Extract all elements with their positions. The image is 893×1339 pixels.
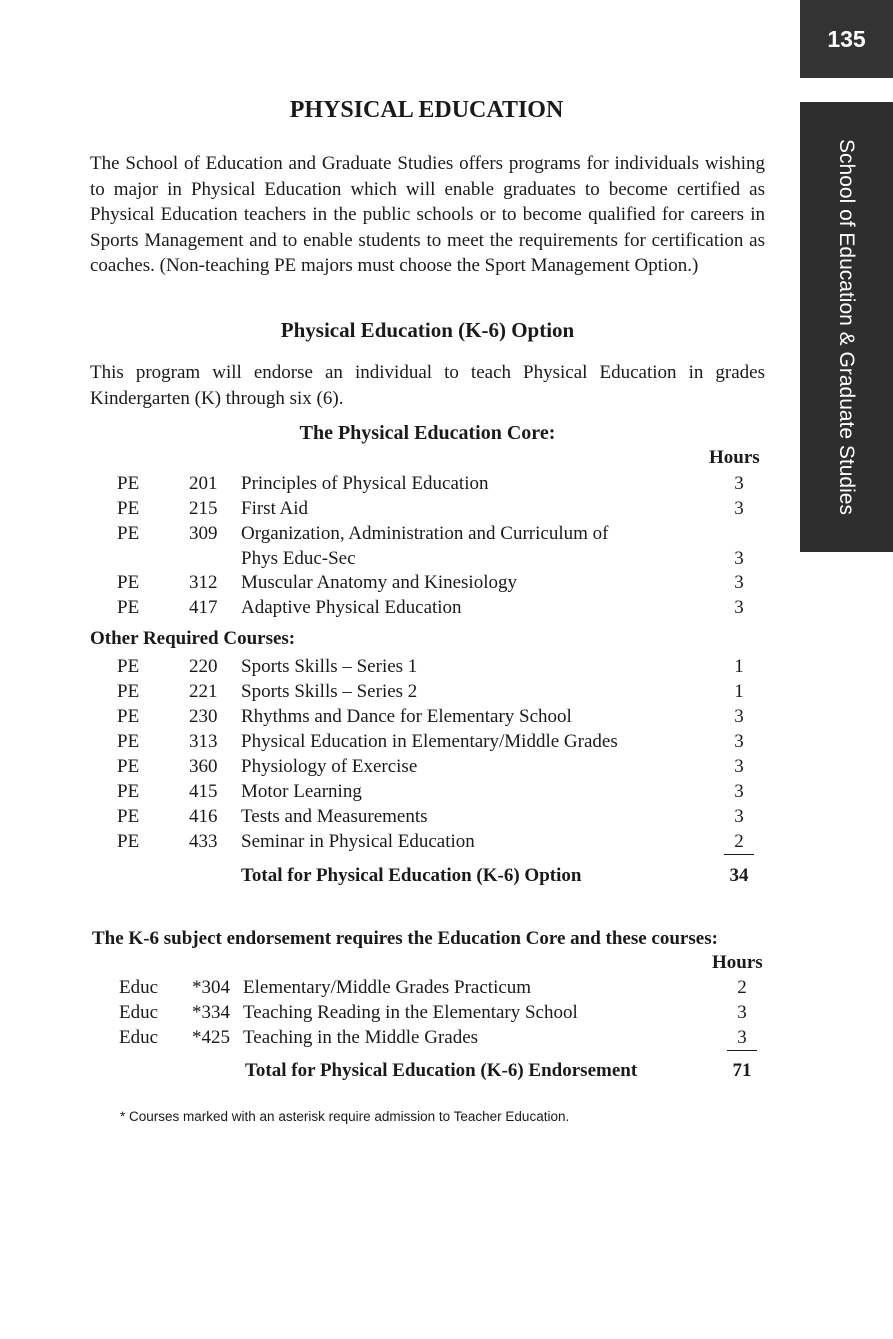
- option-heading: Physical Education (K-6) Option: [280, 318, 575, 342]
- course-number: 312: [189, 572, 218, 593]
- course-title: First Aid: [241, 498, 309, 519]
- course-hours: 3: [737, 1002, 747, 1023]
- course-number: 215: [189, 498, 218, 519]
- course-number: *304: [192, 977, 230, 998]
- course-title: Tests and Measurements: [241, 806, 428, 827]
- course-number: 360: [189, 756, 218, 777]
- course-title: Teaching Reading in the Elementary School: [243, 1002, 578, 1023]
- course-hours: 3: [734, 498, 744, 519]
- table-row: [0, 779, 893, 804]
- course-hours: 3: [734, 781, 744, 802]
- table-row: [0, 704, 893, 729]
- course-dept: PE: [117, 498, 140, 519]
- course-hours: 3: [734, 756, 744, 777]
- course-hours: 3: [727, 1025, 757, 1051]
- course-dept: Educ: [119, 1002, 159, 1023]
- course-number: 309: [189, 523, 218, 544]
- course-dept: PE: [117, 523, 140, 544]
- table-row: [0, 521, 893, 546]
- course-title: Organization, Administration and Curriculum of: [241, 523, 609, 544]
- course-number: 221: [189, 681, 218, 702]
- course-number: 415: [189, 781, 218, 802]
- course-dept: PE: [117, 681, 140, 702]
- course-hours: 2: [737, 977, 747, 998]
- course-dept: PE: [117, 781, 140, 802]
- total-hours: 71: [732, 1060, 752, 1081]
- option-description: This program will endorse an individual to teach Physical Education in grades Kindergarten (K) through six (6).: [90, 362, 765, 409]
- course-hours: 3: [734, 731, 744, 752]
- course-hours: 3: [734, 706, 744, 727]
- course-title: Muscular Anatomy and Kinesiology: [241, 572, 517, 593]
- course-number: 416: [189, 806, 218, 827]
- course-title: Physical Education in Elementary/Middle Grades: [241, 731, 618, 752]
- course-hours: 3: [734, 473, 744, 494]
- course-dept: PE: [117, 572, 140, 593]
- page-title: PHYSICAL EDUCATION: [289, 97, 564, 123]
- course-number: 313: [189, 731, 218, 752]
- table-row: [0, 546, 893, 571]
- table-row: [0, 1000, 893, 1025]
- course-number: 417: [189, 597, 218, 618]
- course-dept: PE: [117, 706, 140, 727]
- course-number: *425: [192, 1027, 230, 1048]
- course-dept: PE: [117, 756, 140, 777]
- endorsement-heading: The K-6 subject endorsement requires the Education Core and these courses:: [92, 928, 718, 949]
- course-hours: 1: [734, 681, 744, 702]
- course-hours: 3: [734, 548, 744, 569]
- course-dept: Educ: [119, 977, 159, 998]
- hours-header: Hours: [709, 447, 760, 468]
- table-row: [0, 729, 893, 754]
- footnote: * Courses marked with an asterisk require admission to Teacher Education.: [120, 1109, 570, 1124]
- course-title: Physiology of Exercise: [241, 756, 418, 777]
- course-hours: 3: [734, 597, 744, 618]
- table-row: [0, 654, 893, 679]
- course-number: *334: [192, 1002, 230, 1023]
- core-heading: The Physical Education Core:: [299, 422, 556, 444]
- course-dept: PE: [117, 806, 140, 827]
- course-number: 230: [189, 706, 218, 727]
- total-label: Total for Physical Education (K-6) Option: [241, 865, 582, 886]
- side-tab-label: School of Education & Graduate Studies: [835, 139, 858, 515]
- course-title: Seminar in Physical Education: [241, 831, 475, 852]
- table-row: [0, 496, 893, 521]
- total-hours: 34: [729, 865, 749, 886]
- course-hours: 1: [734, 656, 744, 677]
- table-row: [0, 804, 893, 829]
- course-title-continued: Phys Educ-Sec: [241, 548, 356, 569]
- course-dept: PE: [117, 597, 140, 618]
- course-title: Sports Skills – Series 2: [241, 681, 418, 702]
- course-dept: PE: [117, 473, 140, 494]
- course-dept: PE: [117, 656, 140, 677]
- endorsement-total-row: [0, 1058, 893, 1083]
- total-label: Total for Physical Education (K-6) Endorsement: [245, 1060, 638, 1081]
- course-dept: PE: [117, 831, 140, 852]
- course-title: Rhythms and Dance for Elementary School: [241, 706, 572, 727]
- course-title: Sports Skills – Series 1: [241, 656, 418, 677]
- course-title: Teaching in the Middle Grades: [243, 1027, 479, 1048]
- course-title: Principles of Physical Education: [241, 473, 489, 494]
- course-dept: Educ: [119, 1027, 159, 1048]
- table-row: [0, 754, 893, 779]
- hours-header: Hours: [712, 952, 763, 973]
- course-hours: 2: [724, 829, 754, 855]
- course-title: Adaptive Physical Education: [241, 597, 462, 618]
- course-title: Motor Learning: [241, 781, 362, 802]
- course-title: Elementary/Middle Grades Practicum: [243, 977, 532, 998]
- intro-paragraph: The School of Education and Graduate Studies offers programs for individuals wishing to major in Physical Education which will enable graduates to become certified as Physical Education teachers in the public schools or to become qualified for careers in Sports Management and to enable students to meet the requirements for certification as coaches. (Non-teaching PE majors must choose the Sport Management Option.): [90, 153, 765, 276]
- option-total-row: [0, 863, 893, 888]
- table-row: [0, 570, 893, 595]
- course-number: 201: [189, 473, 218, 494]
- table-row: [0, 595, 893, 620]
- table-row: [0, 679, 893, 704]
- course-dept: PE: [117, 731, 140, 752]
- course-hours: 3: [734, 806, 744, 827]
- course-number: 220: [189, 656, 218, 677]
- course-number: 433: [189, 831, 218, 852]
- table-row: [0, 1025, 893, 1050]
- other-required-heading: Other Required Courses:: [90, 628, 296, 649]
- table-row: [0, 975, 893, 1000]
- course-hours: 3: [734, 572, 744, 593]
- page-number: 135: [800, 0, 893, 78]
- table-row: [0, 829, 893, 854]
- table-row: [0, 471, 893, 496]
